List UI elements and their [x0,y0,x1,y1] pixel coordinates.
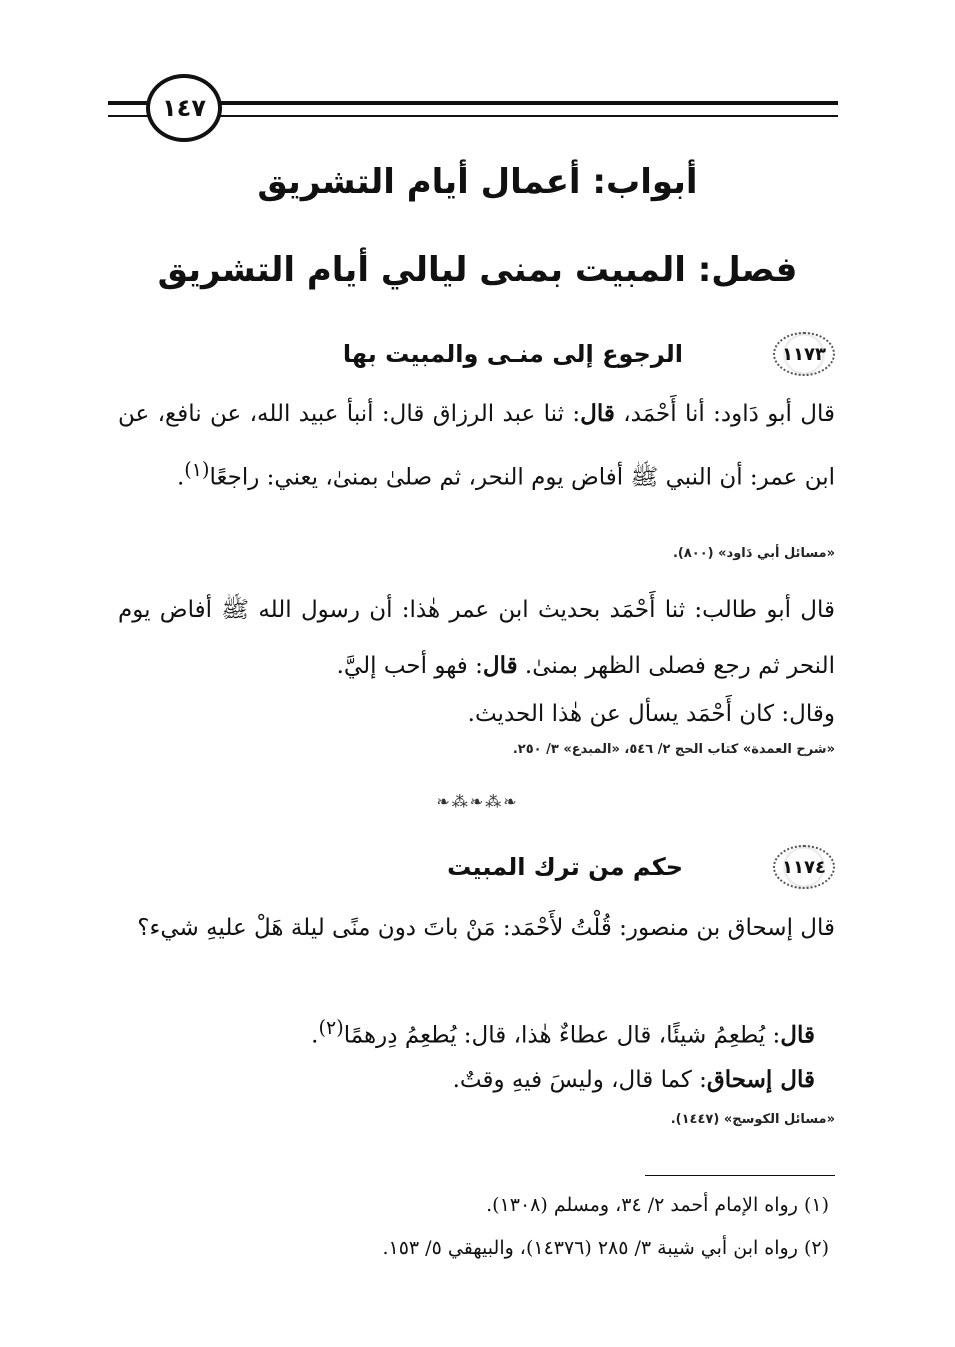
answer-text: : يُطعِمُ شيئًا، قال عطاءٌ هٰذا، قال: يُطعِمُ دِرهمًا [343,1022,781,1049]
hadith-text: قال أبو طالب: ثنا أَحْمَد بحديث ابن عمر هٰذا: أن رسول الله ﷺ أفاض يوم النحر ثم رجع فصلى الظهر بمنىٰ. [118,597,835,679]
entry-title: حكم من ترك المبيت [447,853,683,881]
source-citation: «مسائل الكوسج» (١٤٤٧). [670,1112,835,1127]
source-citation: «مسائل أبي دَاود» (٨٠٠). [672,546,835,561]
footnote-marker[interactable]: (١) [184,458,210,481]
entry-1174-header [447,845,835,889]
footnote-number: (٢) [803,1237,829,1259]
entry-1174-paragraph-3 [118,1052,815,1108]
keyword-qala-ishaq: قال إسحاق [706,1066,815,1093]
footnote-rule [645,1175,835,1176]
footnote-text: رواه الإمام أحمد ٢/ ٣٤، ومسلم (١٣٠٨). [486,1194,798,1216]
entry-1173-paragraph-2 [118,582,835,694]
sentence-end: . [311,1022,319,1049]
footnote-text: رواه ابن أبي شيبة ٣/ ٢٨٥ (١٤٣٧٦)، والبيهقي ٥/ ١٥٣. [382,1237,798,1259]
entry-title: الرجوع إلى منـى والمبيت بها [342,340,683,368]
hadith-text: : ثنا عبد الرزاق قال: أنبأ عبيد الله، عن نافع، عن ابن عمر: أن النبي ﷺ أفاض يوم النحر، ثم صلىٰ بمنىٰ، يعني: راجعًا [118,401,835,491]
entry-number-badge: ١١٧٣ [773,332,835,376]
entry-1173-paragraph-1 [118,386,835,506]
ornament-divider: ❧⁂❧⁂❧ [436,792,519,811]
entry-1173-paragraph-3 [118,686,835,742]
footnote-number: (١) [803,1194,829,1216]
question-text: قال إسحاق بن منصور: قُلْتُ لأَحْمَد: مَنْ باتَ دون منًى ليلة هَلْ عليهِ شيء؟ [137,915,835,941]
keyword-qala: قال [482,652,518,679]
source-citation: «شرح العمدة» كتاب الحج ٢/ ٥٤٦، «المبدع» ٣/ ٢٥٠. [512,742,835,757]
keyword-qala: قال [780,1021,815,1049]
footnote-1 [486,1194,829,1216]
page-number: ١٤٧ [146,74,222,142]
answer-text: : كما قال، وليسَ فيهِ وقتٌ. [452,1067,707,1093]
entry-1173-header [343,332,835,376]
paragraph-text: وقال: كان أَحْمَد يسأل عن هٰذا الحديث. [467,701,835,727]
entry-number-badge: ١١٧٤ [773,845,835,889]
answer-text: : فهو أحب إليَّ. [336,653,483,679]
keyword-qala: قال [580,400,615,427]
entry-1174-paragraph-1 [118,900,835,956]
chapter-heading: أبواب: أعمال أيام التشريق [257,162,698,202]
narrator-text: قال أبو دَاود: أنا أَحْمَد، [623,401,836,427]
section-heading: فصل: المبيت بمنى ليالي أيام التشريق [157,250,798,290]
footnote-2 [382,1237,829,1259]
footnote-marker[interactable]: (٢) [318,1016,344,1039]
sentence-end: . [176,464,185,491]
